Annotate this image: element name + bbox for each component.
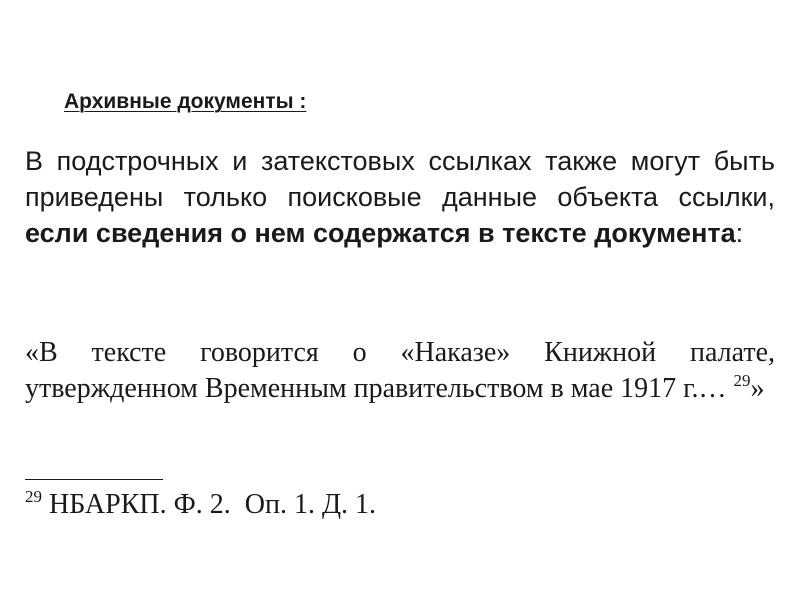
footnote: [25, 487, 376, 523]
body-paragraph: [25, 143, 775, 251]
quote-text: «В тексте говорится о «Наказе» Книжной палате, утвержденном Временным правительством в мае 1917 г.…: [25, 337, 775, 404]
paragraph-text: В подстрочных и затекстовых ссылках также могут быть приведены только поисковые данные объекта ссылки,: [25, 146, 775, 212]
quote-paragraph: [25, 335, 775, 407]
footnote-number: 29: [25, 487, 42, 506]
footnote-text: НБАРКП. Ф. 2. Оп. 1. Д. 1.: [42, 489, 377, 520]
section-heading: Архивные документы :: [64, 90, 307, 113]
paragraph-colon: :: [735, 218, 744, 248]
quote-closing: »: [750, 373, 765, 404]
footnote-reference: 29: [733, 371, 751, 390]
paragraph-bold-text: если сведения о нем содержатся в тексте документа: [25, 218, 736, 248]
footnote-separator: [25, 479, 163, 480]
